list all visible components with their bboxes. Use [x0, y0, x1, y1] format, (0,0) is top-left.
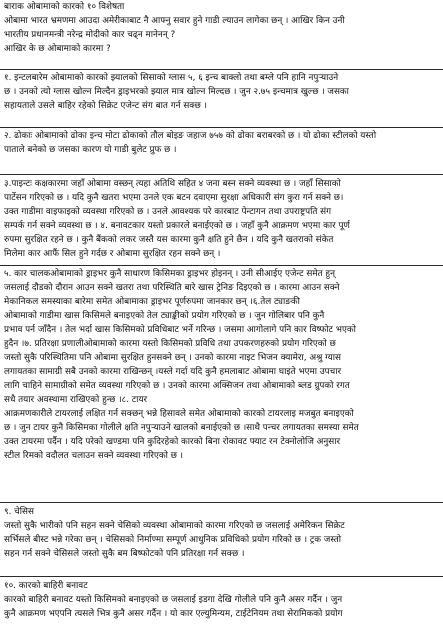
section-4-line: छ । जुन टायर कुनै किसिमका गोलीले क्षति नपुर्‍याउने खालको बनाईएको छ ।साथै पन्चर लगायतका समस्या समेत: [4, 423, 359, 433]
section-3-line: रुपमा सुरक्षित रहने छ । कुनै बैंकको लकर जस्तै यस कारमा कुनै क्षति हुने छैन । यदि कुनै खतराको संकेत: [4, 235, 334, 245]
section-5-line: जस्तो सुकै भारीको पनि सहन सक्ने चेसिको व्यवस्था ओबामाको कारमा गरिएको छ जसलाई अमेरिकन सिक्रेट: [4, 521, 345, 531]
section-3-line: पार्टेसन गरिएको छ । यदि कुनै खतरा भएमा उनले एक बटन दवाएमा सुरक्षा अधिकारी संग कुरा गर्न सक्ने छ।: [4, 193, 344, 203]
section-6-line: कुनै आक्रमण भएपनि त्यसले भित्र कुनै असर गर्दैन । यो कार एल्युमिन्यम, टाईटेनियम तथा सेरामिकको प्रयोग: [4, 609, 343, 619]
section-divider: [0, 502, 443, 503]
section-1-line: छ । उनको त्यो ग्लास खोल्न मिल्दैन ड्राइभरको झ्याल मात्र खोल्न मिल्दछ । जुन २.७५ इन्चमात्र खुल्छ । जसका: [4, 87, 349, 97]
section-4-line: मेकानिकल समस्याका बारेमा समेत ओबामाका ड्राइभर पूर्णरुपमा जानकार छन् ।६.तेल ट्याङकी: [4, 297, 300, 307]
section-divider: [0, 576, 443, 577]
section-heading: १०. कारको बाहिरी बनावट: [4, 581, 88, 591]
section-1-line: सहायताले उसले बाहिर रहेको सिक्रेट एजेन्ट संग बात गर्न सक्छ ।: [4, 101, 207, 111]
section-4-line: जसलाई दौडको दौरान आउन सक्ने खतरा तथा परिस्थिति बारे खास ट्रेनिङ दिइएको छ । कारमा आउन सक्ने: [4, 283, 340, 293]
section-4-line: उक्त टायरमा पर्दैन । यदि परेको खण्डमा पनि कुदिरहेको कारको बिना रोकावट फ्याट रन टेक्नोलोजि अनुसार: [4, 437, 341, 447]
section-2-line: पाताले बनेको छ जसका कारण यो गाडी बुलेट प्रुफ छ ।: [4, 145, 177, 155]
section-3-line: उक्त गाडीमा वाइफाइको व्यवस्था गरिएको छ । उनले आवश्यक परे कारबाट पेन्टागन तथा उपराष्ट्रपति संग: [4, 207, 332, 217]
section-divider: [0, 265, 443, 266]
section-4-line: आक्रमणकारीले टायरलाई लक्षित गर्न सक्छन् भन्ने हिसावले समेत ओबामाको कारको टायरलाइ मजबुत बनाइएको: [4, 409, 354, 419]
section-5-line: सहन गर्न सक्ने चेसिसले जस्तो सुकै बम बिष्फोटको पनि प्रतिरक्षा गर्न सक्छ ।: [4, 549, 245, 559]
intro-line: ओबामा भारत भ्रमणमा आउदा अमेरीकाबाट नै आफ्नु सवार हुने गाडी ल्याउन लागेका छन् । आखिर किन उनी: [4, 16, 345, 26]
section-5-line: सर्भिसले बीस्ट भन्ने गरेका छन् । चेसिसको निर्माण्मा सम्पूर्ण आधुनिक प्रविधिको प्रयोग गरिको छ । ट्रक जस्तो: [4, 535, 342, 545]
section-heading: ९. चेसिस: [4, 507, 34, 517]
section-2-line: २. ढोकाः ओबामाको ढोका इन्च मोटा ढोकाको तौल बोइङ जहाज ७५७ को ढोका बराबरको छ । यो ढोका स्टीलको यस्तो: [4, 131, 377, 141]
section-4-line: स्टील रिमको वदौलत चलाउन सक्ने व्यवस्था गरिएको छ ।: [4, 451, 184, 461]
section-3-line: सम्पर्क गर्न सक्ने व्यवस्था छ । ४. बनावटकार यस्तो प्रकारले बनाईएको छ । जहाँ कुनै आक्रमण भएमा कार पूर्ण: [4, 221, 350, 231]
section-divider: [0, 127, 443, 128]
section-4-line: प्रभाव पर्न जाँदैन । तेल भर्दा खास किसिमको प्रविधिबाट भर्ने गरिन्छ । जसमा आगोलागे पनि कार विष्फोट भएको: [4, 325, 356, 335]
intro-question: आखिर के छ ओबामाको कारमा ?: [4, 44, 111, 54]
section-4-line: ओबामाको गाडीमा खास किसिमले बनाइएको तेल ट्याङ्कीको प्रयोग गरिएको छ । जुन गोलिबार पनि कुनै: [4, 311, 325, 321]
document-title: बाराक ओबामाको कारको १० विशेषता: [4, 2, 125, 12]
section-4-line: ५. कार चालकओबामाको ड्राइभर कुनै साधारण किसिमका ड्राइभर होइनन् । उनी सीआईए एजेन्ट समेत हुन्: [4, 269, 335, 279]
intro-line: भारतीय प्रधानमन्त्री नरेन्द्र मोदीको कार चढ्न मानेनन् ?: [4, 30, 176, 40]
section-3-line: मिलेमा कार आफैं सिल हुने गर्दछ र ओबामा सुरक्षित रहन सक्ने छन् ।: [4, 249, 221, 259]
section-4-line: लागि चाहिने सामाग्रीको समेत व्यवस्था गरिएको छ । उनको कारमा अक्सिजन तथा ओबामाको ब्लड ग्रुपको रगत: [4, 381, 350, 391]
section-divider: [0, 69, 443, 70]
section-3-line: ३.पाइन्टः कक्षकारमा जहाँ ओबामा वस्छन् त्यहा अतिथि सहित ४ जना बस्न सक्ने व्यवस्था छ । जहाँ सिसाको: [4, 179, 341, 189]
section-4-line: जस्तो सुकै परिस्थितिमा पनि ओबामा सुरक्षित हुनसक्ने छन् । उनको कारमा नाइट भिजन क्यामेरा, अश्रु ग्यास: [4, 353, 341, 363]
section-divider: [0, 174, 443, 175]
section-1-line: १. इन्टलबारेम ओबामाको कारको झ्यालको सिसाको ग्लास ५, ६ इन्च बाक्लो तथा बम्ले पनि हानि नपुर्‍याउने: [4, 73, 339, 83]
section-6-line: कारको बाहिरी बनावट यस्तो किसिमको बनाइएको छ जसलाई इडगा देखि गोलीले पनि कुनै असर गर्दैन । जुन: [4, 595, 343, 605]
section-4-line: सधै तयार अवस्थामा राखिएको हुन्छ ।८. टायर: [4, 395, 148, 405]
section-4-line: हुदैन ।७. प्रतिरक्षा प्रणालीओबामाको कारमा यस्तो किसिमको प्रविधि तथा उपकरणहरुको प्रयोग गरिएको छ: [4, 339, 336, 349]
section-4-line: लगायतका सामाग्री सबै उनको कारमा राखिन्छन् ।यस्ले गर्दा यदि कुनै हमलाबाट ओबामा घाइते भएमा उपचार: [4, 367, 342, 377]
